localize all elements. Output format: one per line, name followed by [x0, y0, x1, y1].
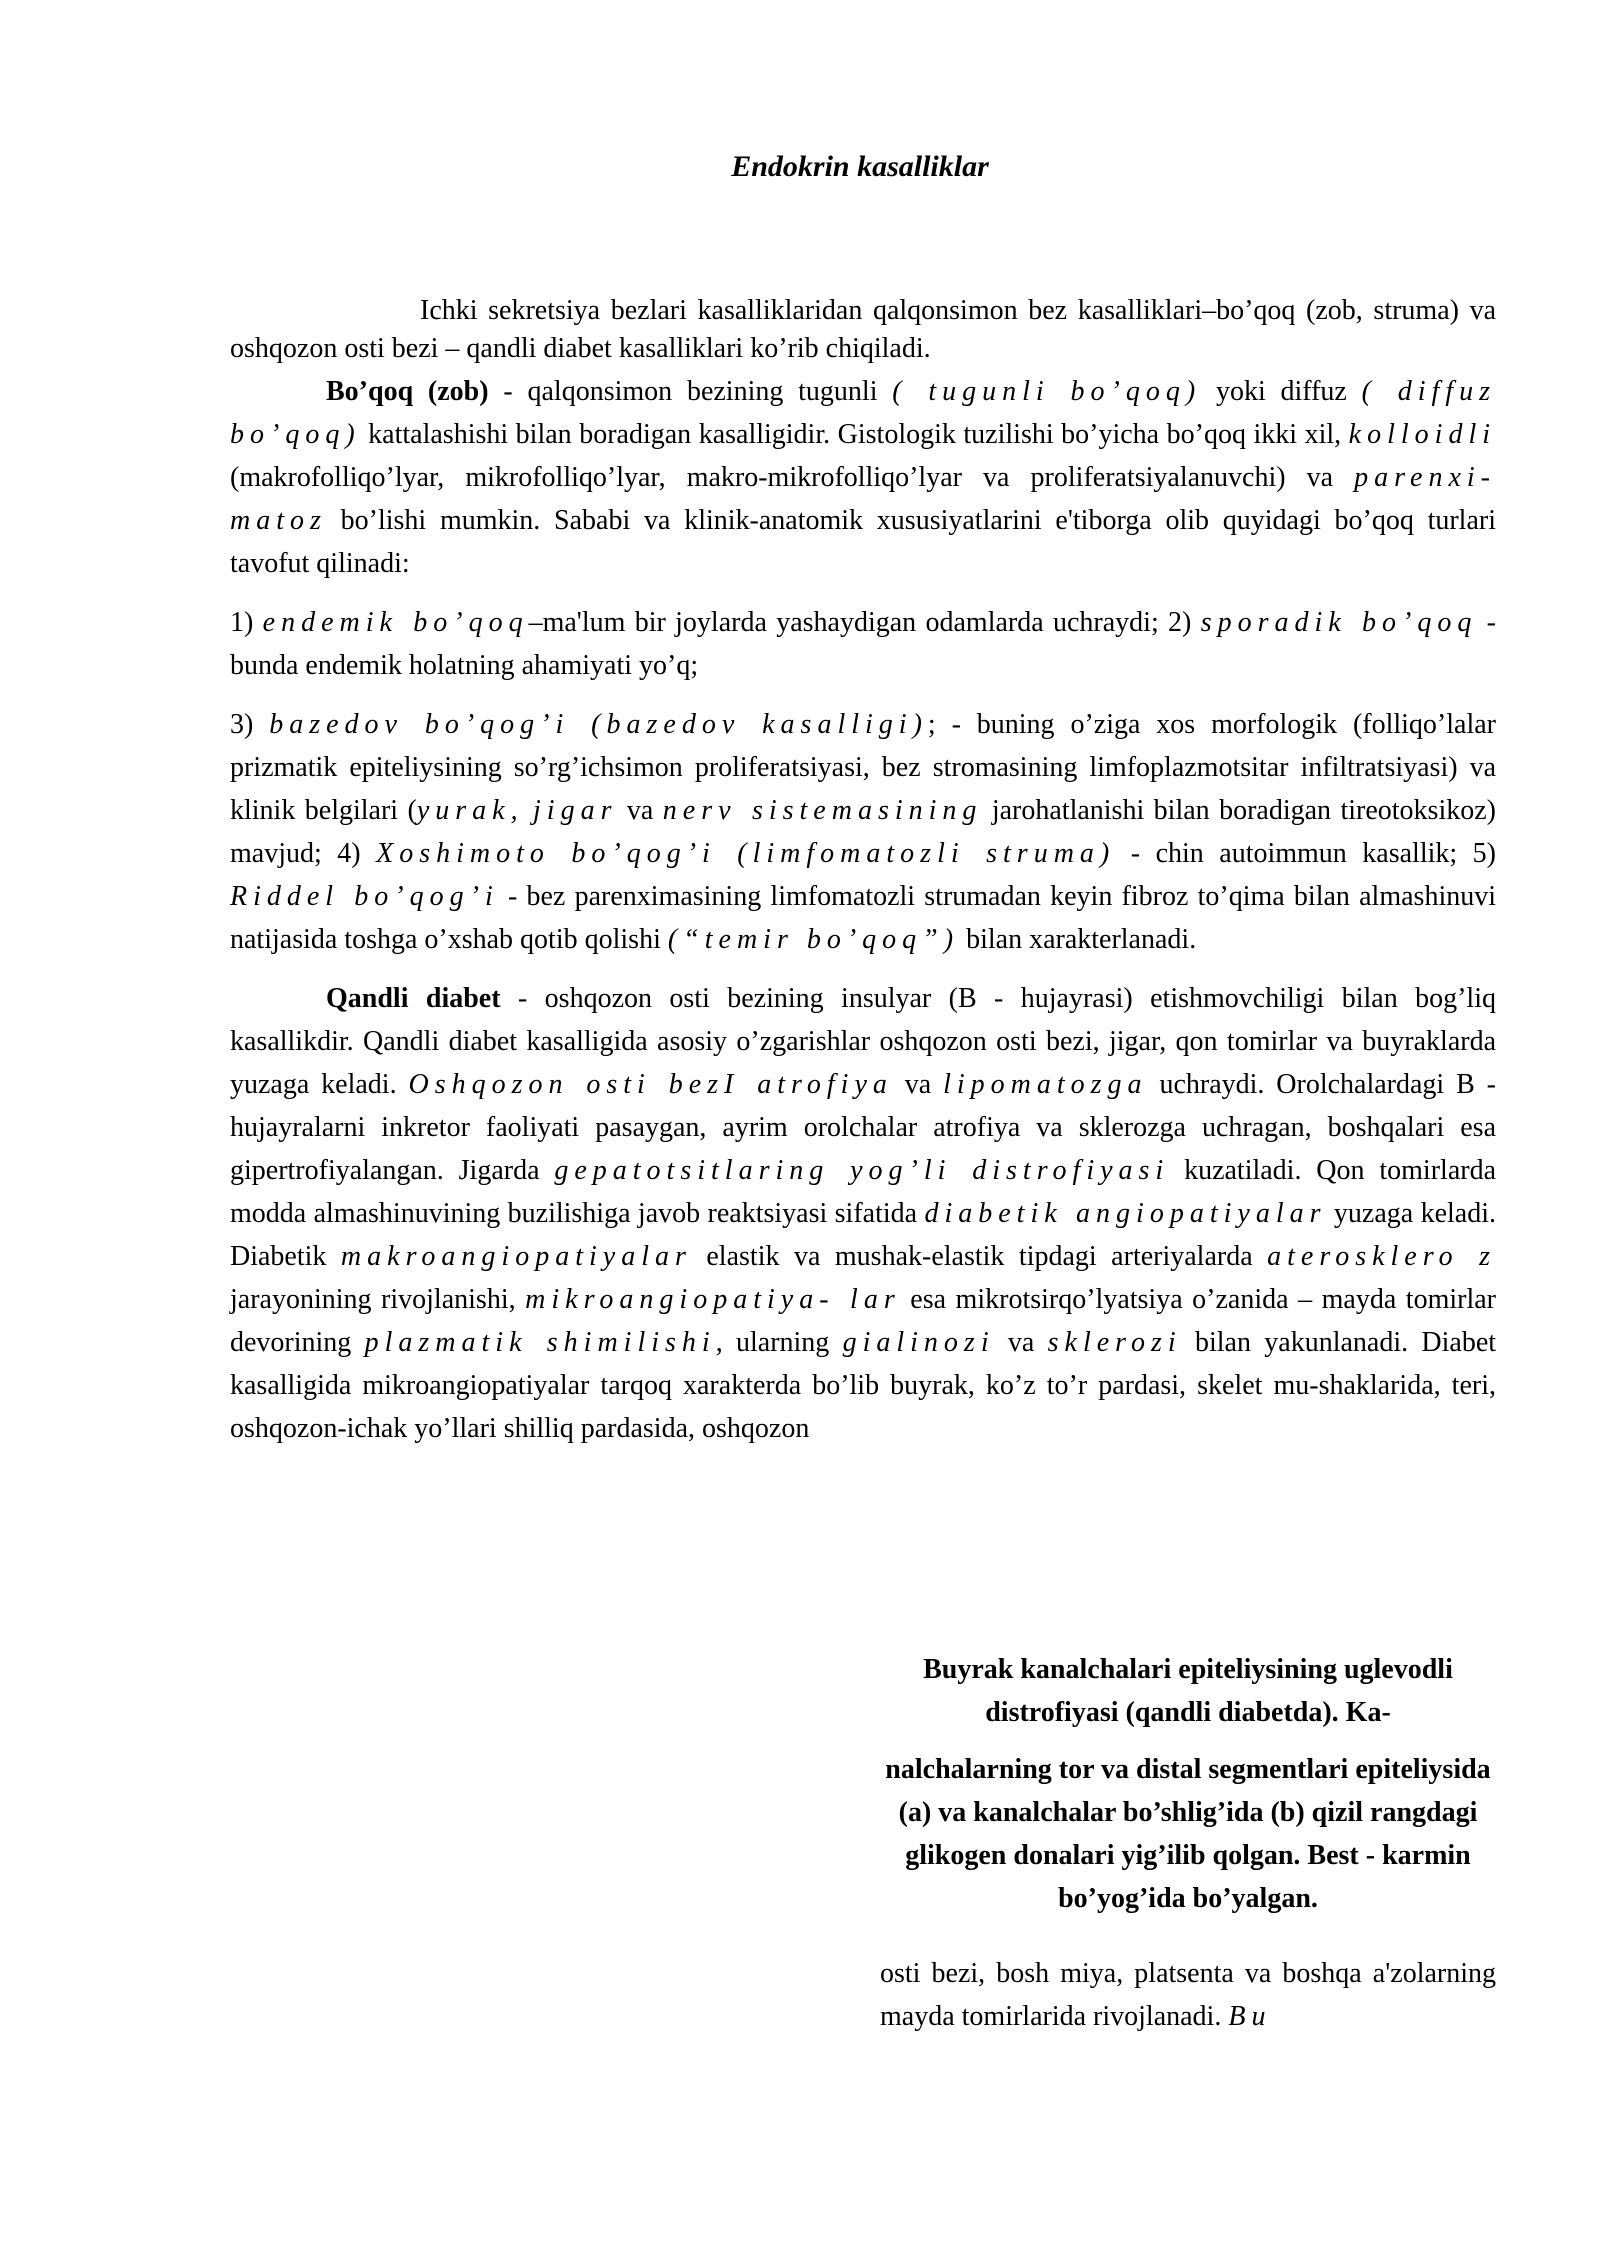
italic-term: ( diffuz bo’qoq) [230, 376, 1497, 450]
caption-line-2: nalchalarning tor va distal segmentlari epiteliysida (a) va kanalchalar bo’shlig’ida (b) qizil rangdagi glikogen donalari yig’ilib qolgan. Best - karmin bo’yog’ida bo’yalgan. [885, 1754, 1491, 1914]
text-span: bilan xarakterlanadi. [959, 924, 1197, 955]
text-span: ; - buning o’ziga xos morfologik (folliqo’lalar prizmatik epiteliysining so’rg’ichsimon proliferatsiyasi, bez stromasining limfoplazmotsitar infiltratsiyasi) va klinik belgilari ( [230, 709, 1496, 826]
text-span: - bunda endemik holatning ahamiyati yo’q; [230, 607, 1497, 681]
text-span: bilan yakunlanadi. Diabet kasalligida mikroangiopatiyalar tarqoq xarakterda bo’lib buyrak, ko’z to’r pardasi, skelet mu-shaklarida, teri, oshqozon-ichak yo’llari shilliq pardasida, oshqozon [230, 1327, 1497, 1444]
text-span: esa mikrotsirqo’lyatsiya o’zanida – mayda tomirlar devorining [230, 1284, 1496, 1358]
italic-term: endemik bo’qoq [262, 607, 529, 638]
italic-term: plazmatik shimilishi [364, 1327, 716, 1358]
text-span: - oshqozon osti bezining insulyar (B - hujayrasi) etishmovchiligi bilan bog’liq kasallikdir. Qandli diabet kasalligida asosiy o’zgarishlar oshqozon osti bezi, jigar, qon tomirlar va buyraklarda yuzaga keladi. [230, 983, 1496, 1100]
italic-term: aterosklero z [1267, 1241, 1496, 1272]
italic-term: makroangiopatiyalar [340, 1241, 692, 1272]
text-span: bo’lishi mumkin. Sababi va klinik-anatomik xususiyatlarini e'tiborga olib quyidagi bo’qoq turlari tavofut qilinadi: [230, 505, 1496, 579]
italic-term: sporadik bo’qoq [1200, 607, 1478, 638]
text-span: - bez parenximasining limfomatozli strumadan keyin fibroz to’qima bilan almashinuvi natijasida toshga o’xshab qotib qolishi [230, 881, 1497, 955]
italic-term: gialinozi [842, 1327, 995, 1358]
goiter-term: Bo’qoq (zob) [326, 376, 489, 407]
goiter-paragraph [230, 370, 1496, 585]
text-span: va [617, 795, 663, 826]
text-span: elastik va mushak-elastik tipdagi arteriyalarda [691, 1241, 1268, 1272]
text-span: yoki diffuz [1201, 376, 1362, 407]
text-span: kuzatiladi. Qon tomirlarda modda almashinuvining buzilishiga javob reaktsiyasi sifatida [230, 1155, 1496, 1229]
text-span: osti bezi, bosh miya, platsenta va boshqa a'zolarning mayda tomirlarida rivojlanadi. [880, 1958, 1496, 2032]
italic-term: Bu [1228, 2001, 1272, 2032]
italic-term: ( tugunli bo’qoq) [892, 376, 1202, 407]
text-span: va [994, 1327, 1048, 1358]
italic-term: yurak, [416, 795, 524, 826]
text-span: (makrofolliqo’lyar, mikrofolliqo’lyar, makro-mikrofolliqo’lyar va proliferatsiyalanuvchi) va [230, 462, 1355, 493]
text-span: - chin autoimmun kasallik; 5) [1115, 838, 1496, 869]
text-span: uchraydi. Orolchalardagi B - hujayralarni inkretor faoliyati pasaygan, ayrim orolchalar atrofiya va sklerozga uchragan, boshqalari esa gipertrofiyalangan. Jigarda [230, 1069, 1496, 1186]
text-span: yuzaga keladi. Diabetik [230, 1198, 1496, 1272]
italic-term: Oshqozon osti bezI atrofiya [408, 1069, 893, 1100]
italic-term: parenxi- matoz [230, 462, 1496, 536]
diabetes-paragraph [230, 977, 1496, 1450]
italic-term: mikroangiopatiya- lar [525, 1284, 901, 1315]
continuation-paragraph [880, 1952, 1496, 2038]
caption-line-1: Buyrak kanalchalari epiteliysining uglevodli distrofiyasi (qandli diabetda). Ka- [923, 1654, 1453, 1728]
text-span: jarohatlanishi bilan boradigan tireotoksikoz) mavjud; 4) [230, 795, 1496, 869]
diabetes-term: Qandli diabet [326, 983, 501, 1014]
italic-term: lipomatozga [943, 1069, 1148, 1100]
main-text-column [230, 292, 1496, 1450]
text-span: va [892, 1069, 944, 1100]
italic-term: gepatotsitlaring yog’li distrofiyasi [554, 1155, 1170, 1186]
italic-term: nerv sistemasining [662, 795, 983, 826]
text-span: - qalqonsimon bezining tugunli [488, 376, 893, 407]
text-span: 3) [230, 709, 270, 740]
italic-term: kolloidli [1348, 419, 1496, 450]
goiter-types-list-2 [230, 703, 1496, 961]
text-span: 1) [230, 607, 263, 638]
intro-paragraph: Ichki sekretsiya bezlari kasalliklaridan qalqonsimon bez kasalliklari–bo’qoq (zob, struma) va oshqozon osti bezi – qandli diabet kasalliklari ko’rib chiqiladi. [230, 295, 1496, 364]
goiter-types-list-1 [230, 601, 1496, 687]
italic-term: jigar [533, 795, 618, 826]
text-span: kattalashishi bilan boradigan kasalligidir. Gistologik tuzilishi bo’yicha bo’qoq ikki xil, [360, 419, 1349, 450]
text-span: , ularning [715, 1327, 843, 1358]
italic-term: diabetik angiopatiyalar [924, 1198, 1327, 1229]
text-span: jarayonining rivojlanishi, [230, 1284, 526, 1315]
italic-term: Riddel bo’qog’i [230, 881, 499, 912]
italic-term: (“temir bo’qoq”) [667, 924, 960, 955]
italic-term: Xoshimoto bo’qog’i (limfomatozli struma) [376, 838, 1116, 869]
text-span: –ma'lum bir joylarda yashaydigan odamlarda uchraydi; 2) [528, 607, 1201, 638]
italic-term: bazedov bo’qog’i (bazedov kasalligi) [269, 709, 928, 740]
figure-caption [880, 1648, 1496, 1920]
italic-term: sklerozi [1047, 1327, 1182, 1358]
page-title: Endokrin kasalliklar [731, 150, 989, 183]
